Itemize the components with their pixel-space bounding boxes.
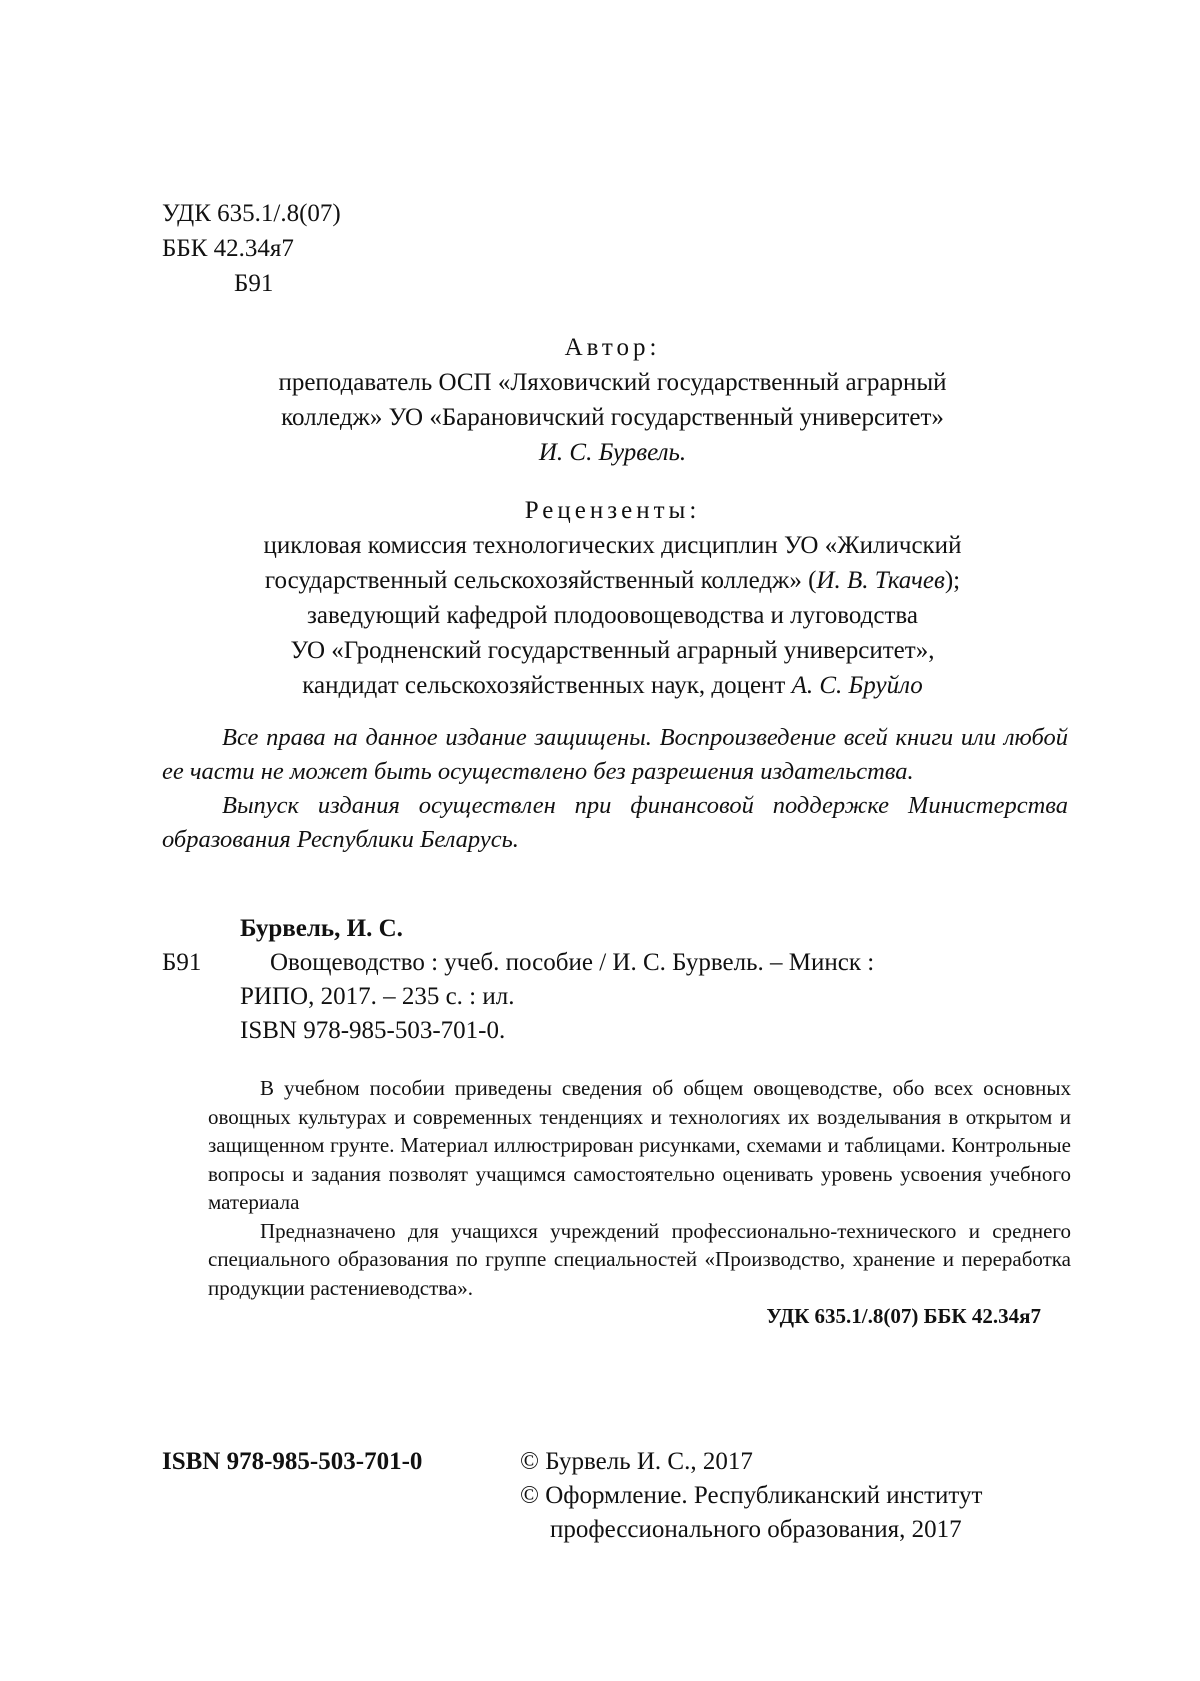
rights-notice [162, 721, 1068, 857]
reviewer-line [150, 563, 1075, 598]
reviewer-line [150, 668, 1075, 703]
bib-title: Овощеводство : учеб. пособие / И. С. Бурвель. – Минск : [270, 949, 875, 976]
annotation-paragraph: В учебном пособии приведены сведения об общем овощеводстве, обо всех основных овощных культурах и современных тенденциях и технологиях их возделывания в открытом и защищенном грунте. Материал иллюстрирован рисунками, схемами и таблицами. Контрольные вопросы и задания позволят учащимся самостоятельно оценивать уровень усвоения учебного материала [208, 1076, 1071, 1214]
author-name: И. С. Бурвель. [538, 439, 687, 466]
annotation-codes [208, 1302, 1071, 1331]
author-affiliation-line: колледж» УО «Барановичский государственный университет» [281, 404, 944, 431]
reviewer-text: ); [944, 567, 961, 594]
copyright-block [520, 1445, 982, 1547]
copyright-line: © Оформление. Республиканский институт [520, 1482, 983, 1509]
annotation-udk: УДК 635.1/.8(07) [766, 1304, 919, 1328]
reviewers-heading: Рецензенты: [524, 497, 701, 524]
reviewer-name: И. В. Ткачев [816, 567, 945, 594]
reviewer-line: заведующий кафедрой плодоовощеводства и луговодства [307, 602, 918, 629]
reviewer-line: цикловая комиссия технологических дисциплин УО «Жиличский [263, 532, 962, 559]
bib-author: Бурвель, И. С. [240, 915, 403, 942]
audience-paragraph: Предназначено для учащихся учреждений профессионально-технического и среднего специального образования по группе специальностей «Производство, хранение и переработка продукции растениеводства». [208, 1218, 1071, 1300]
copyright-line: © Бурвель И. С., 2017 [520, 1448, 753, 1475]
reviewer-name: А. С. Бруйло [791, 672, 923, 699]
reviewer-line: УО «Гродненский государственный аграрный университет», [290, 637, 935, 664]
reviewers-block [150, 493, 1075, 703]
annotation [208, 1074, 1071, 1331]
bibliographic-record [162, 912, 1072, 1048]
bib-isbn: ISBN 978-985-503-701-0. [240, 1017, 506, 1044]
funding-paragraph: Выпуск издания осуществлен при финансовой поддержке Министерства образования Республики Беларусь. [162, 792, 1068, 853]
author-block [150, 330, 1075, 470]
rights-paragraph: Все права на данное издание защищены. Воспроизведение всей книги или любой ее части не может быть осуществлено без разрешения издательства. [162, 724, 1068, 785]
reviewer-text: кандидат сельскохозяйственных наук, доцент [302, 672, 792, 699]
udk-code: УДК 635.1/.8(07) [162, 200, 341, 227]
author-sign: Б91 [234, 270, 274, 297]
bib-title-row [162, 946, 1072, 980]
copyright-line: профессионального образования, 2017 [550, 1516, 962, 1543]
isbn-number: ISBN 978-985-503-701-0 [162, 1448, 423, 1475]
bib-publisher: РИПО, 2017. – 235 с. : ил. [240, 983, 515, 1010]
bbk-code: ББК 42.34я7 [162, 235, 294, 262]
annotation-bbk: ББК 42.34я7 [923, 1304, 1041, 1328]
annotation-codes-box [766, 1302, 1041, 1331]
author-affiliation-line: преподаватель ОСП «Ляховичский государственный аграрный [278, 369, 947, 396]
reviewer-text: государственный сельскохозяйственный колледж» ( [264, 567, 817, 594]
classification-codes [162, 196, 341, 301]
author-heading: Автор: [564, 334, 661, 361]
bib-sign: Б91 [162, 949, 202, 976]
